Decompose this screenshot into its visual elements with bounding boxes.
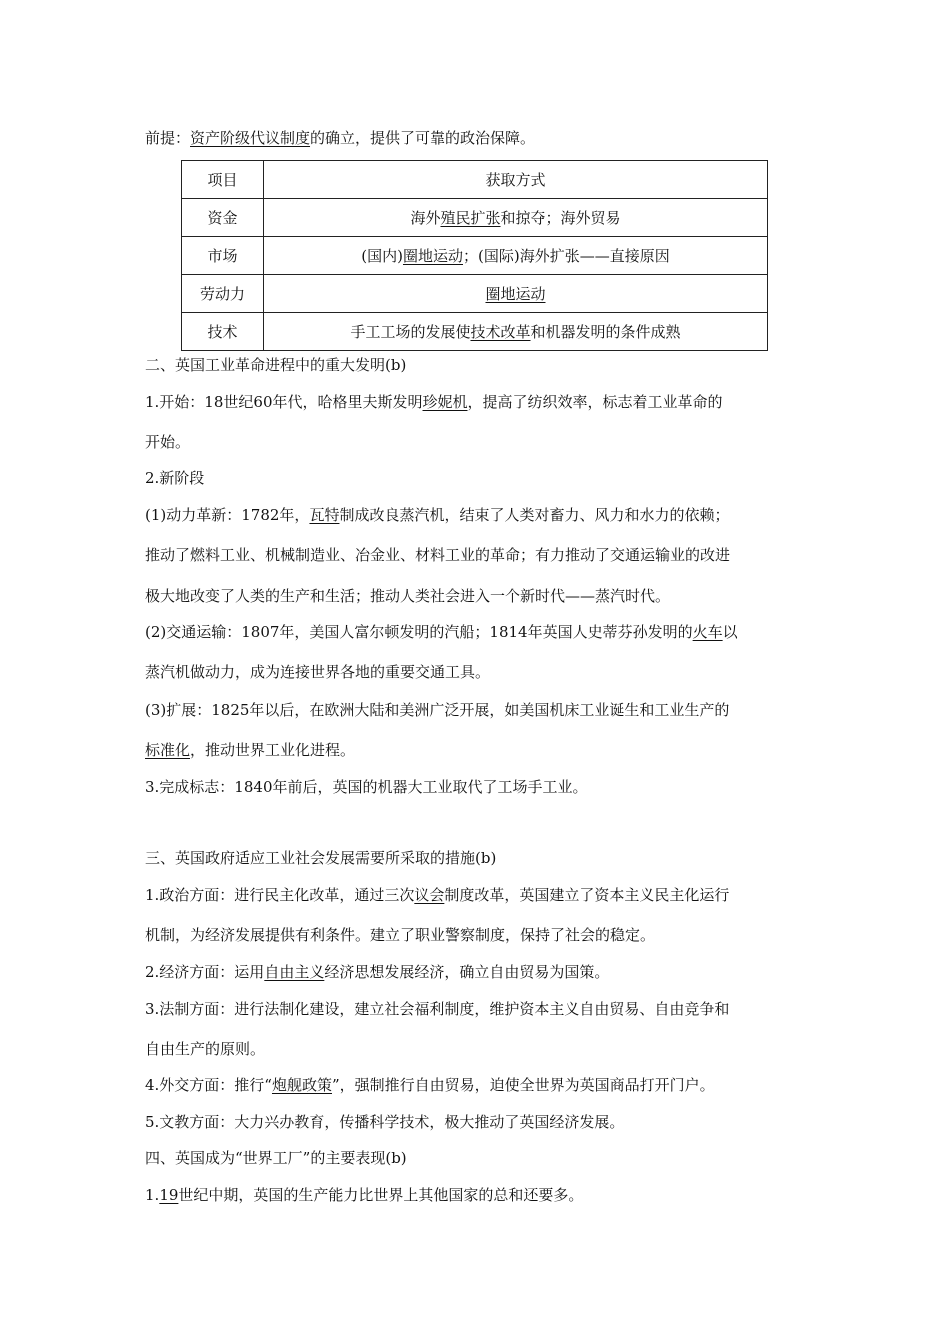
- text-line: [145, 1039, 810, 1059]
- text-segment: 开始。: [145, 433, 191, 451]
- text-segment: 二、英国工业革命进程中的重大发明(b): [145, 356, 407, 374]
- underlined-term: 技术改革: [470, 323, 531, 341]
- text-line: [145, 700, 810, 720]
- text-line: [145, 740, 810, 760]
- table-cell-item: 市场: [182, 237, 264, 275]
- text-segment: 和掠夺；海外贸易: [500, 209, 621, 227]
- underlined-term: 瓦特: [309, 506, 340, 524]
- text-line: [145, 468, 810, 488]
- text-segment: (国内): [361, 247, 403, 265]
- text-line: [145, 777, 810, 797]
- text-segment: 2.新阶段: [145, 469, 205, 487]
- text-segment: 手工工场的发展使: [350, 323, 471, 341]
- underlined-term: 19: [159, 1186, 179, 1204]
- underlined-term: 殖民扩张: [440, 209, 501, 227]
- text-segment: (2)交通运输：1807年，美国人富尔顿发明的汽船；1814年英国人史蒂芬孙发明的: [145, 623, 693, 641]
- table-cell-method: [264, 313, 768, 351]
- text-line: [145, 1148, 810, 1168]
- text-segment: (3)扩展：1825年以后，在欧洲大陆和美洲广泛开展，如美国机床工业诞生和工业生产的: [145, 701, 730, 719]
- text-segment: 世纪中期，英国的生产能力比世界上其他国家的总和还要多。: [178, 1186, 584, 1204]
- underlined-term: 自由主义: [264, 963, 325, 981]
- text-segment: 和机器发明的条件成熟: [530, 323, 681, 341]
- premise-rest: 的确立，提供了可靠的政治保障。: [310, 129, 536, 147]
- text-segment: 极大地改变了人类的生产和生活；推动人类社会进入一个新时代——蒸汽时代。: [145, 587, 671, 605]
- underlined-term: 标准化: [145, 741, 191, 759]
- table-row: [182, 275, 768, 313]
- text-line: [145, 392, 810, 412]
- premise-underlined: 资产阶级代议制度: [190, 129, 311, 147]
- text-segment: 3.完成标志：1840年前后，英国的机器大工业取代了工场手工业。: [145, 778, 588, 796]
- text-segment: ”，强制推行自由贸易，迫使全世界为英国商品打开门户。: [332, 1076, 715, 1094]
- text-line: [145, 962, 810, 982]
- text-segment: 1.开始：18世纪60年代，哈格里夫斯发明: [145, 393, 423, 411]
- text-segment: 四、英国成为“世界工厂”的主要表现(b): [145, 1149, 407, 1167]
- text-line: [145, 925, 810, 945]
- text-segment: 机制，为经济发展提供有利条件。建立了职业警察制度，保持了社会的稳定。: [145, 926, 656, 944]
- text-segment: 制成改良蒸汽机，结束了人类对畜力、风力和水力的依赖；: [339, 506, 730, 524]
- underlined-term: 炮舰政策: [271, 1076, 332, 1094]
- premise-line: [145, 128, 810, 148]
- acquisition-table: [181, 160, 768, 351]
- text-segment: 3.法制方面：进行法制化建设，建立社会福利制度，维护资本主义自由贸易、自由竞争和: [145, 1000, 730, 1018]
- text-segment: 制度改革，英国建立了资本主义民主化运行: [444, 886, 730, 904]
- table-cell-item: 资金: [182, 199, 264, 237]
- table-row: [182, 199, 768, 237]
- underlined-term: 圈地运动: [402, 247, 463, 265]
- underlined-term: 火车: [692, 623, 723, 641]
- table-row: [182, 237, 768, 275]
- text-segment: ；(国际)海外扩张——直接原因: [463, 247, 670, 265]
- text-segment: 5.文教方面：大力兴办教育，传播科学技术，极大推动了英国经济发展。: [145, 1113, 625, 1131]
- text-segment: ，提高了纺织效率，标志着工业革命的: [467, 393, 723, 411]
- underlined-term: 议会: [414, 886, 445, 904]
- text-line: [145, 432, 810, 452]
- text-segment: 蒸汽机做动力，成为连接世界各地的重要交通工具。: [145, 663, 491, 681]
- text-line: [145, 586, 810, 606]
- text-line: [145, 545, 810, 565]
- text-segment: (1)动力革新：1782年，: [145, 506, 310, 524]
- text-line: [145, 1185, 810, 1205]
- text-segment: 以: [722, 623, 738, 641]
- text-segment: 海外: [410, 209, 441, 227]
- text-segment: 三、英国政府适应工业社会发展需要所采取的措施(b): [145, 849, 497, 867]
- text-segment: 自由生产的原则。: [145, 1040, 266, 1058]
- text-segment: 1.政治方面：进行民主化改革，通过三次: [145, 886, 415, 904]
- text-line: [145, 355, 810, 375]
- table-cell-method: [264, 237, 768, 275]
- text-segment: 2.经济方面：运用: [145, 963, 265, 981]
- text-segment: 推动了燃料工业、机械制造业、冶金业、材料工业的革命；有力推动了交通运输业的改进: [145, 546, 731, 564]
- table-cell-method: [264, 275, 768, 313]
- underlined-term: 珍妮机: [422, 393, 468, 411]
- table-header-item: 项目: [182, 161, 264, 199]
- text-line: [145, 848, 810, 868]
- text-segment: ，推动世界工业化进程。: [190, 741, 356, 759]
- table-cell-item: 技术: [182, 313, 264, 351]
- text-segment: 经济思想发展经济，确立自由贸易为国策。: [324, 963, 610, 981]
- table-row: [182, 313, 768, 351]
- premise-label: 前提：: [145, 129, 191, 147]
- table-header-row: [182, 161, 768, 199]
- text-line: [145, 885, 810, 905]
- table-cell-item: 劳动力: [182, 275, 264, 313]
- text-line: [145, 505, 810, 525]
- text-line: [145, 622, 810, 642]
- text-line: [145, 1112, 810, 1132]
- table-header-method: 获取方式: [264, 161, 768, 199]
- text-segment: 1.: [145, 1186, 160, 1204]
- table-cell-method: [264, 199, 768, 237]
- text-line: [145, 999, 810, 1019]
- text-segment: 4.外交方面：推行“: [145, 1076, 272, 1094]
- text-line: [145, 1075, 810, 1095]
- underlined-term: 圈地运动: [485, 285, 546, 303]
- text-line: [145, 662, 810, 682]
